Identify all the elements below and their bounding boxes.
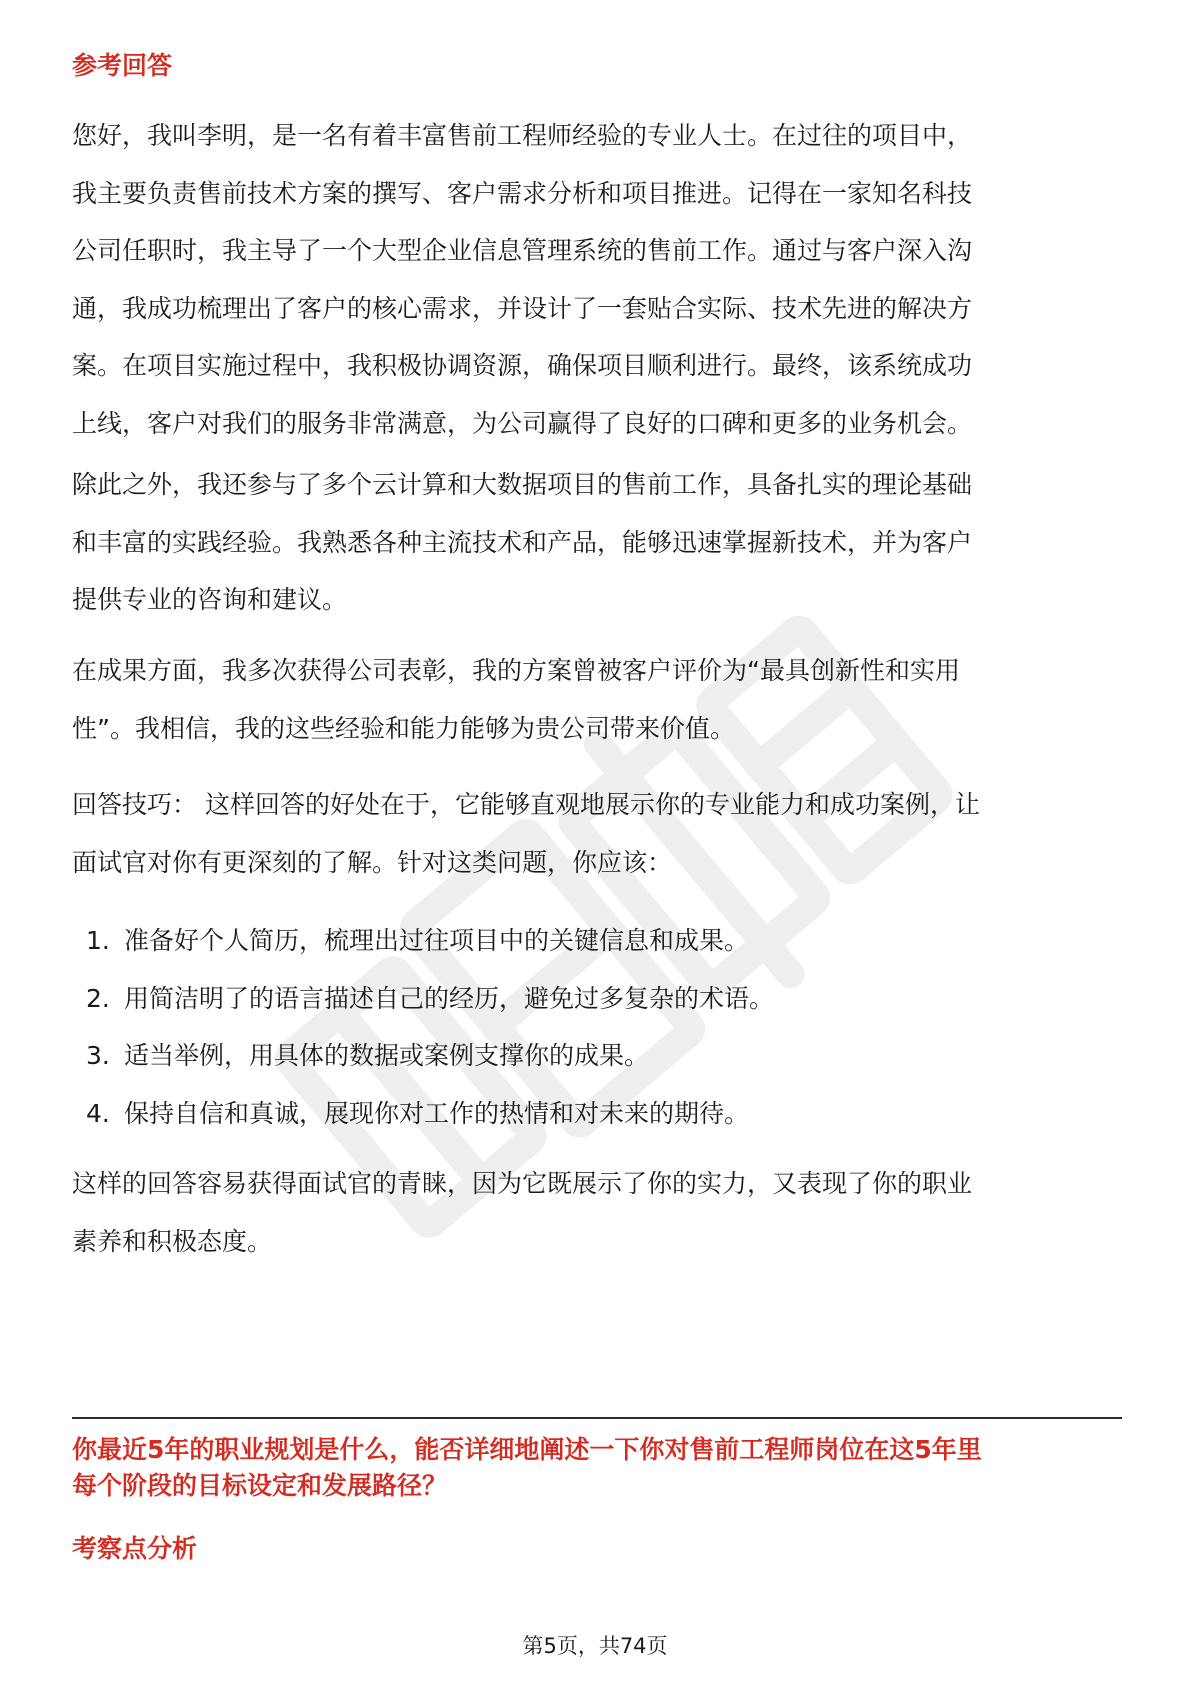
list-item xyxy=(72,912,1122,970)
list-text: 用简洁明了的语言描述自己的经历，避免过多复杂的术语。 xyxy=(124,983,775,1013)
list-number: 3. xyxy=(86,1041,110,1070)
text-line: 通，我成功梳理出了客户的核心需求，并设计了一套贴合实际、技术先进的解决方 xyxy=(72,293,973,323)
text-line: 案。在项目实施过程中，我积极协调资源，确保项目顺利进行。最终，该系统成功 xyxy=(72,351,973,380)
text-line: 您好，我叫李明，是一名有着丰富售前工程师经验的专业人士。在过往的项目中， xyxy=(72,121,973,150)
conclusion-paragraph xyxy=(72,1155,1122,1270)
text-line: 在成果方面，我多次获得公司表彰，我的方案曾被客户评价为“最具创新性和实用 xyxy=(72,656,960,685)
section-divider xyxy=(72,1417,1122,1419)
text-line: 提供专业的咨询和建议。 xyxy=(72,585,348,614)
list-number: 1. xyxy=(86,926,110,955)
list-text: 适当举例，用具体的数据或案例支撑你的成果。 xyxy=(124,1041,650,1070)
next-question xyxy=(72,1432,1122,1504)
list-text: 准备好个人简历，梳理出过往项目中的关键信息和成果。 xyxy=(124,926,750,955)
question-line: 每个阶段的目标设定和发展路径？ xyxy=(72,1471,448,1500)
analysis-heading: 考察点分析 xyxy=(72,1534,198,1563)
text-line: 除此之外，我还参与了多个云计算和大数据项目的售前工作，具备扎实的理论基础 xyxy=(72,470,973,499)
text-line: 这样的回答容易获得面试官的青睐，因为它既展示了你的实力，又表现了你的职业 xyxy=(72,1169,973,1198)
text-line: 面试官对你有更深刻的了解。针对这类问题，你应该： xyxy=(72,847,673,877)
answer-tips-intro xyxy=(72,776,1122,891)
list-item xyxy=(72,1085,1122,1143)
text-line: 上线，客户对我们的服务非常满意，为公司赢得了良好的口碑和更多的业务机会。 xyxy=(72,408,973,438)
answer-paragraph-2 xyxy=(72,456,1122,629)
list-number: 4. xyxy=(86,1098,110,1128)
question-line: 你最近5年的职业规划是什么，能否详细地阐述一下你对售前工程师岗位在这5年里 xyxy=(72,1435,982,1464)
reference-answer-heading: 参考回答 xyxy=(72,51,173,80)
text-line: 我主要负责售前技术方案的撰写、客户需求分析和项目推进。记得在一家知名科技 xyxy=(72,178,973,208)
list-item xyxy=(72,970,1122,1028)
text-line: 素养和积极态度。 xyxy=(72,1226,273,1256)
text-line: 性”。我相信，我的这些经验和能力能够为贵公司带来价值。 xyxy=(72,713,735,743)
list-item xyxy=(72,1027,1122,1085)
text-line: 回答技巧： 这样回答的好处在于，它能够直观地展示你的专业能力和成功案例，让 xyxy=(72,790,980,819)
tips-list xyxy=(72,912,1122,1142)
list-text: 保持自信和真诚，展现你对工作的热情和对未来的期待。 xyxy=(124,1098,750,1128)
list-number: 2. xyxy=(86,983,110,1013)
page-number: 第5页，共74页 xyxy=(522,1634,668,1658)
answer-paragraph-3 xyxy=(72,642,1122,757)
answer-paragraph-1 xyxy=(72,107,1122,452)
text-line: 公司任职时，我主导了一个大型企业信息管理系统的售前工作。通过与客户深入沟 xyxy=(72,236,973,265)
text-line: 和丰富的实践经验。我熟悉各种主流技术和产品，能够迅速掌握新技术，并为客户 xyxy=(72,527,973,557)
